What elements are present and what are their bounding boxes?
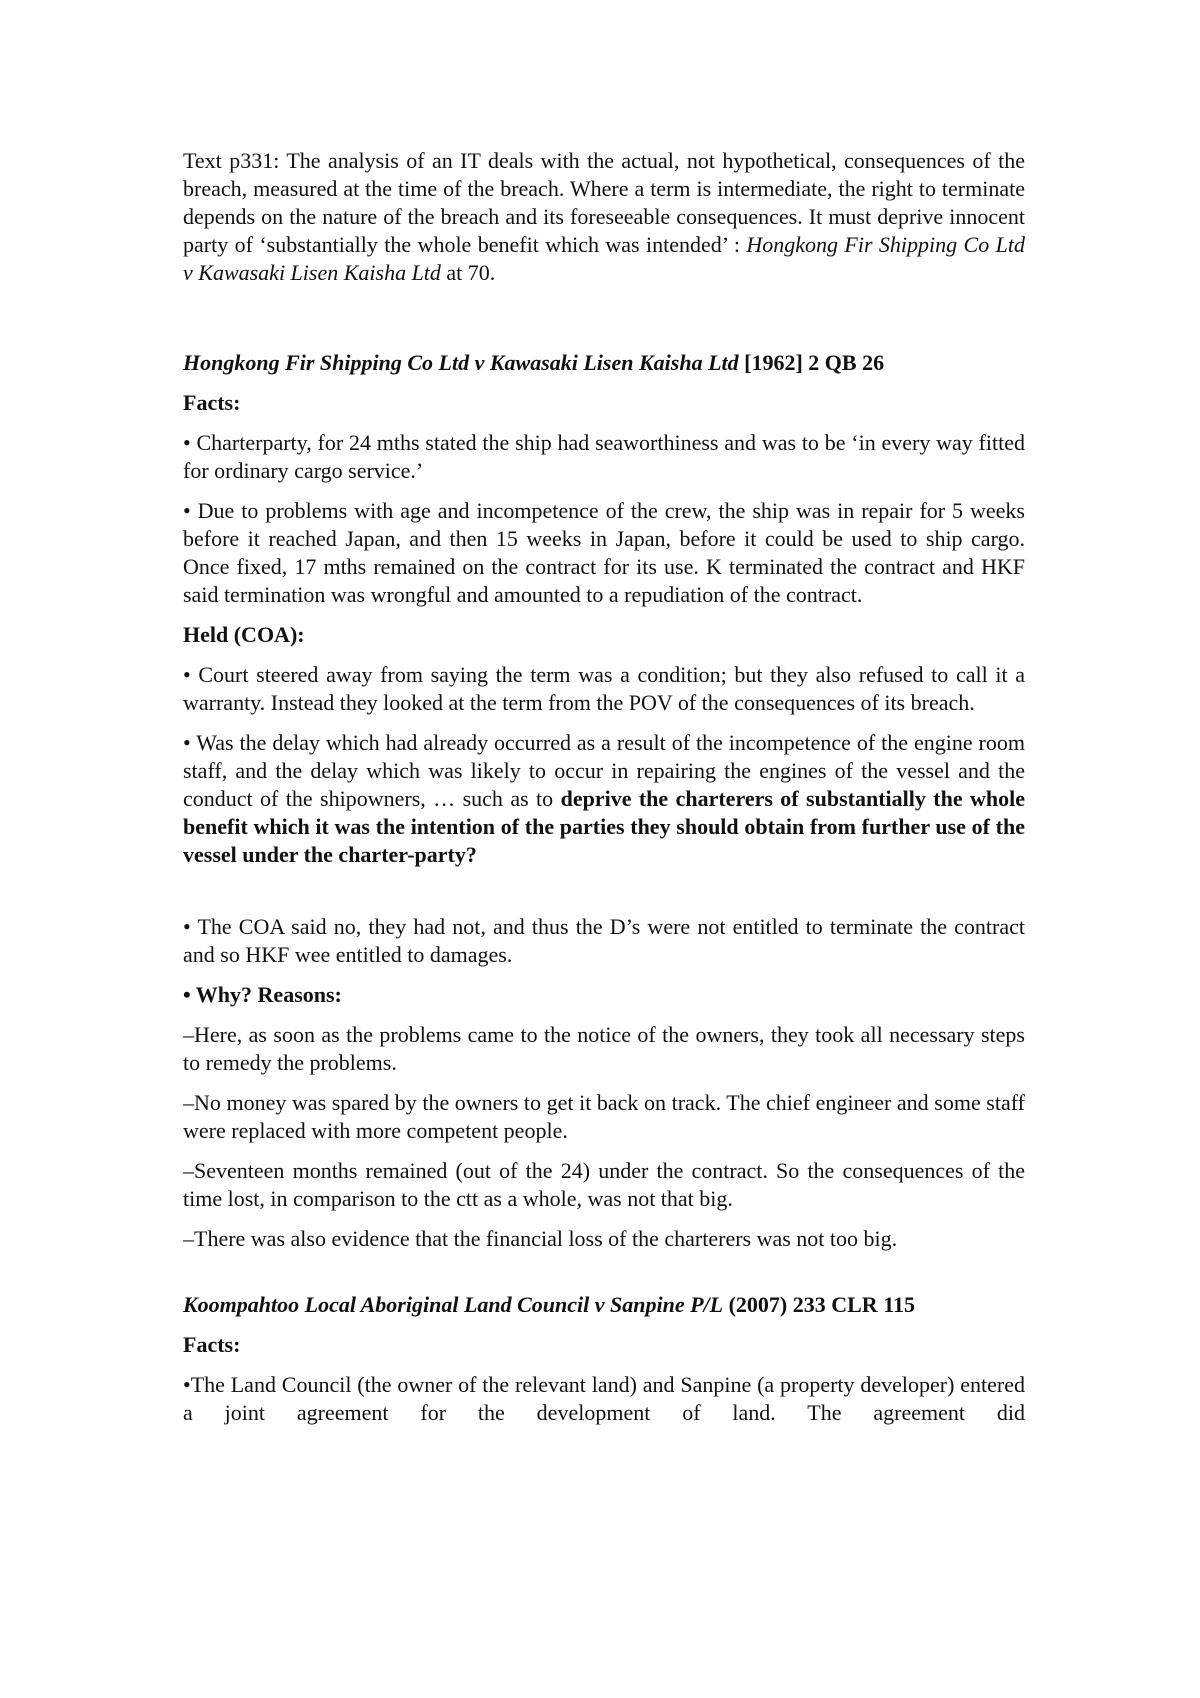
facts-heading: Facts: (183, 1332, 241, 1357)
case-citation: [1962] 2 QB 26 (738, 350, 885, 375)
fact-paragraph: • Due to problems with age and incompetence of the crew, the ship was in repair for 5 weeks before it reached Japan, and then 15 weeks in Japan, before it could be used to ship cargo. Once fixed, 17 mths remained on the contract for its use. K terminated the contract and HKF said termination was wrongful and amounted to a repudiation of the contract. (183, 498, 1025, 607)
case-name: Koompahtoo Local Aboriginal Land Council v Sanpine P/L (183, 1292, 724, 1317)
reason-item: –Seventeen months remained (out of the 24) under the contract. So the consequences of the time lost, in comparison to the ctt as a whole, was not that big. (183, 1158, 1025, 1211)
case-heading-koompahtoo (183, 1291, 1025, 1319)
held-question-emphasis: deprive the charterers of substantially the whole benefit which it was the intention of the parties they should obtain from further use of the vessel under the charter-party? (183, 786, 1025, 867)
case-citation: (2007) 233 CLR 115 (723, 1292, 915, 1317)
reasons-heading: • Why? Reasons: (183, 982, 342, 1007)
reason-item: –Here, as soon as the problems came to the notice of the owners, they took all necessary steps to remedy the problems. (183, 1022, 1025, 1075)
intro-pinpoint: at 70. (440, 260, 496, 285)
intro-paragraph (183, 147, 1025, 287)
reason-item: –No money was spared by the owners to get it back on track. The chief engineer and some staff were replaced with more competent people. (183, 1090, 1025, 1143)
reason-item: –There was also evidence that the financial loss of the charterers was not too big. (183, 1226, 898, 1251)
intro-case-reference: Hongkong Fir Shipping Co Ltd v Kawasaki Lisen Kaisha Ltd (183, 232, 1025, 285)
held-paragraph: • Court steered away from saying the term was a condition; but they also refused to call it a warranty. Instead they looked at the term from the POV of the consequences of its breach. (183, 662, 1025, 715)
held-question-text: • Was the delay which had already occurred as a result of the incompetence of the engine room staff, and the delay which was likely to occur in repairing the engines of the vessel and the conduct of the shipowners, … such as to (183, 730, 1025, 811)
facts-heading: Facts: (183, 390, 241, 415)
held-question-paragraph (183, 729, 1025, 869)
case-heading-hongkong-fir (183, 349, 1025, 377)
intro-text: Text p331: The analysis of an IT deals with the actual, not hypothetical, consequences of the breach, measured at the time of the breach. Where a term is intermediate, the right to terminate depends on the nature of the breach and its foreseeable consequences. It must deprive innocent party of ‘substantially the whole benefit which was intended’ : (183, 148, 1025, 257)
case-name: Hongkong Fir Shipping Co Ltd v Kawasaki Lisen Kaisha Ltd (183, 350, 739, 375)
held-conclusion-paragraph: • The COA said no, they had not, and thus the D’s were not entitled to terminate the contract and so HKF wee entitled to damages. (183, 914, 1025, 967)
fact-paragraph: •The Land Council (the owner of the relevant land) and Sanpine (a property developer) entered a joint agreement for the development of land. The agreement did (183, 1372, 1025, 1425)
fact-paragraph: • Charterparty, for 24 mths stated the ship had seaworthiness and was to be ‘in every way fitted for ordinary cargo service.’ (183, 430, 1025, 483)
document-page (183, 147, 1025, 1439)
held-heading: Held (COA): (183, 622, 305, 647)
